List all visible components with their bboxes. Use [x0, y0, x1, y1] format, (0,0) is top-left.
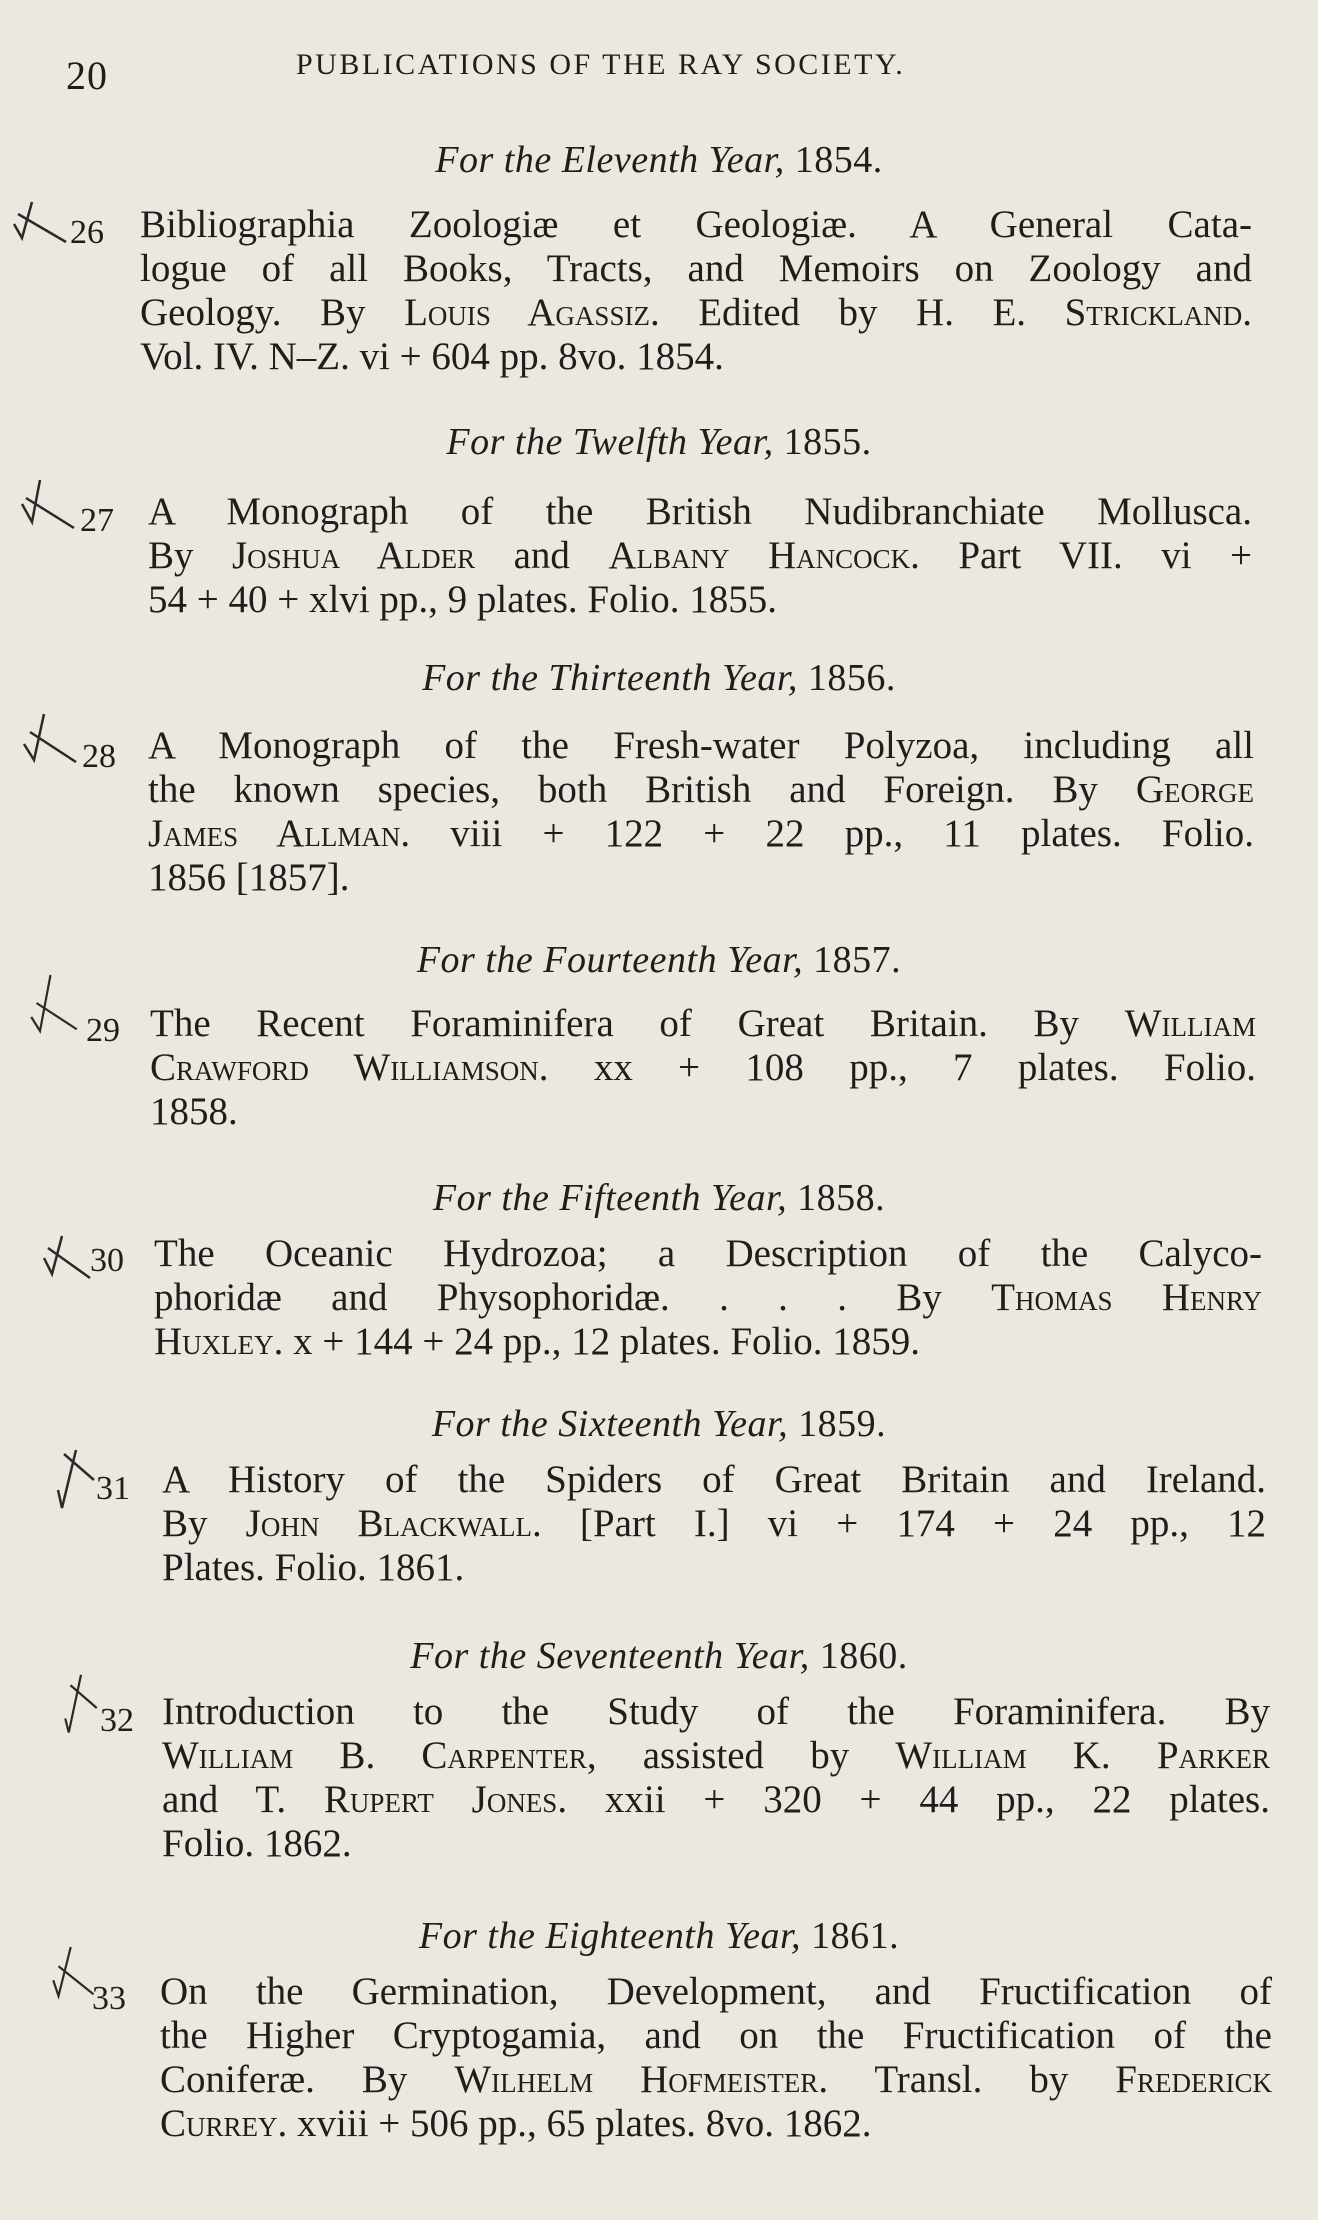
entry-text-line: By John Blackwall. [Part I.] vi + 174 + 24 pp., 12 — [162, 1502, 1267, 1545]
year-heading: For the Thirteenth Year, 1856. — [422, 657, 896, 699]
year-heading: For the Fourteenth Year, 1857. — [416, 939, 902, 981]
entry-number: 29 — [86, 1012, 120, 1049]
entry-text-line: A Monograph of the Fresh-water Polyzoa, including all — [148, 724, 1254, 767]
entry-number: 26 — [70, 214, 104, 251]
entry-text-line: 1856 [1857]. — [148, 856, 350, 899]
page-header — [66, 44, 1266, 104]
entry-text-line: William B. Carpenter, assisted by William K. Parker — [162, 1734, 1271, 1777]
entry-text-line: James Allman. viii + 122 + 22 pp., 11 plates. Folio. — [148, 812, 1254, 855]
running-title: PUBLICATIONS OF THE RAY SOCIETY. — [296, 48, 906, 81]
year-heading: For the Sixteenth Year, 1859. — [431, 1403, 887, 1445]
entry-text-line: Folio. 1862. — [162, 1822, 352, 1865]
year-heading: For the Twelfth Year, 1855. — [446, 421, 872, 463]
entry-number: 28 — [82, 738, 116, 775]
entry-text-line: logue of all Books, Tracts, and Memoirs on Zoology and — [140, 247, 1252, 290]
entry-text-line: Crawford Williamson. xx + 108 pp., 7 plates. Folio. — [150, 1046, 1256, 1089]
entry-text-line: 1858. — [150, 1090, 238, 1133]
entry-text-line: Plates. Folio. 1861. — [162, 1546, 465, 1589]
entry-number: 30 — [90, 1242, 124, 1279]
check-cross-mark-icon — [10, 184, 70, 254]
entry-text-line: and T. Rupert Jones. xxii + 320 + 44 pp., 22 plates. — [162, 1778, 1270, 1821]
entry-text-line: Currey. xviii + 506 pp., 65 plates. 8vo. 1862. — [160, 2102, 872, 2145]
year-heading: For the Seventeenth Year, 1860. — [410, 1635, 908, 1677]
entry-text-line: A History of the Spiders of Great Britain and Ireland. — [162, 1458, 1266, 1501]
page-number: 20 — [66, 53, 108, 98]
year-heading: For the Eleventh Year, 1854. — [435, 139, 883, 181]
entry-text-line: the known species, both British and Foreign. By George — [148, 768, 1254, 811]
entry-text-line: Vol. IV. N–Z. vi + 604 pp. 8vo. 1854. — [140, 335, 724, 378]
entry-text-line: the Higher Cryptogamia, and on the Fructification of the — [160, 2014, 1272, 2057]
check-cross-mark-icon — [20, 702, 80, 772]
entry-text-line: The Recent Foraminifera of Great Britain. By William — [150, 1002, 1256, 1045]
check-cross-mark-icon — [24, 968, 84, 1038]
entry-number: 27 — [80, 502, 114, 539]
entry-text-line: A Monograph of the British Nudibranchiate Mollusca. — [148, 490, 1252, 533]
entry-text-line: On the Germination, Development, and Fructification of — [160, 1970, 1272, 2013]
entry-text-line: phoridæ and Physophoridæ. . . . By Thomas Henry — [154, 1276, 1262, 1319]
entry-number: 31 — [96, 1470, 130, 1507]
year-heading: For the Fifteenth Year, 1858. — [432, 1177, 886, 1219]
entry-text-line: The Oceanic Hydrozoa; a Description of the Calyco- — [154, 1232, 1262, 1275]
entry-text-line: Huxley. x + 144 + 24 pp., 12 plates. Folio. 1859. — [154, 1320, 920, 1363]
entry-text-line: Bibliographia Zoologiæ et Geologiæ. A General Cata- — [140, 203, 1252, 246]
check-cross-mark-icon — [18, 468, 78, 538]
entry-text-line: Introduction to the Study of the Foraminifera. By — [162, 1690, 1270, 1733]
entry-text-line: By Joshua Alder and Albany Hancock. Part VII. vi + — [148, 534, 1253, 577]
entry-text-line: Coniferæ. By Wilhelm Hofmeister. Transl. by Frederick — [160, 2058, 1272, 2101]
year-heading: For the Eighteenth Year, 1861. — [418, 1915, 900, 1957]
entry-number: 33 — [92, 1980, 126, 2017]
entry-number: 32 — [100, 1702, 134, 1739]
entry-text-line: Geology. By Louis Agassiz. Edited by H. E. Strickland. — [140, 291, 1252, 334]
entry-text-line: 54 + 40 + xlvi pp., 9 plates. Folio. 1855. — [148, 578, 777, 621]
